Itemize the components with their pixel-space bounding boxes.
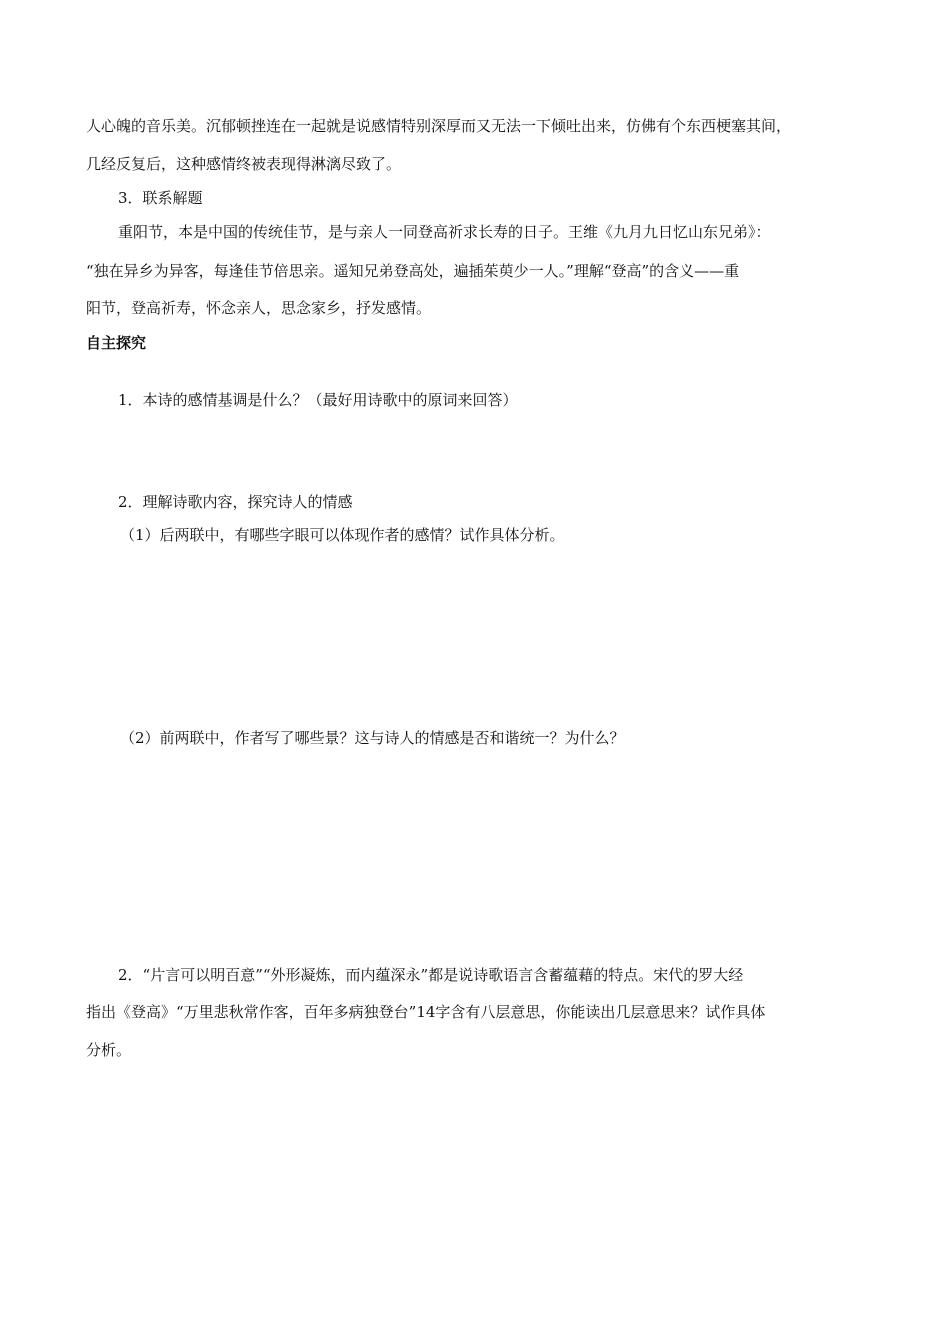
question-2: 2．理解诗歌内容，探究诗人的情感: [118, 493, 353, 511]
intro-line-2: 几经反复后，这种感情终被表现得淋漓尽致了。: [86, 155, 402, 173]
question-3-line-2: 指出《登高》“万里悲秋常作客，百年多病独登台”14字含有八层意思，你能读出几层意思来？试作具体: [86, 1003, 766, 1021]
section-3-para-line-3: 阳节，登高祈寿，怀念亲人，思念家乡，抒发感情。: [86, 299, 432, 317]
intro-line-1: 人心魄的音乐美。沉郁顿挫连在一起就是说感情特别深厚而又无法一下倾吐出来，仿佛有个东西梗塞其间，: [86, 117, 792, 135]
question-1: 1．本诗的感情基调是什么？（最好用诗歌中的原词来回答）: [118, 391, 518, 409]
explore-heading: 自主探究: [86, 334, 147, 352]
section-3-para-line-2: “独在异乡为异客，每逢佳节倍思亲。遥知兄弟登高处，遍插茱萸少一人。”理解“登高”的含义——重: [86, 262, 740, 280]
section-3-para-line-1: 重阳节，本是中国的传统佳节，是与亲人一同登高祈求长寿的日子。王维《九月九日忆山东兄弟》：: [118, 223, 771, 241]
question-3-line-3: 分析。: [86, 1041, 132, 1059]
question-3-line-1: 2．“片言可以明百意”“外形凝炼，而内蕴深永”都是说诗歌语言含蓄蕴藉的特点。宋代的罗大经: [118, 966, 744, 984]
section-3-title: 3．联系解题: [118, 189, 203, 207]
question-2-1: （1）后两联中，有哪些字眼可以体现作者的感情？试作具体分析。: [120, 526, 565, 544]
question-2-2: （2）前两联中，作者写了哪些景？这与诗人的情感是否和谐统一？为什么？: [120, 729, 625, 747]
